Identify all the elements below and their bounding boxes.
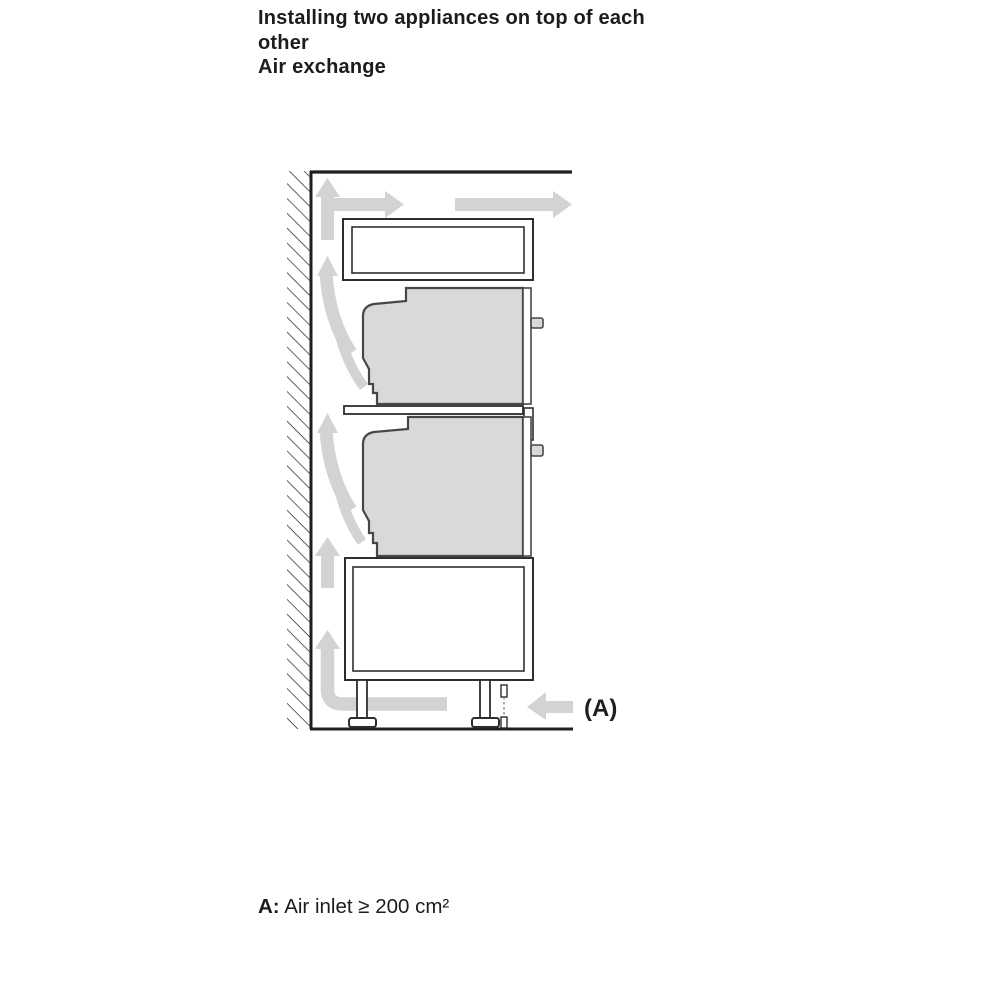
title-line-1: Installing two appliances on top of each — [258, 7, 645, 29]
airflow-up-arrow-middle-icon — [315, 537, 340, 588]
lower-appliance-front-panel — [523, 417, 531, 556]
lower-appliance-body — [363, 417, 523, 556]
cabinet-leg-right — [480, 680, 490, 718]
caption-term: A: — [258, 895, 280, 918]
air-inlet-arrow-icon — [527, 692, 573, 720]
title-line-2: other — [258, 31, 309, 54]
curved-arrow-band — [337, 479, 362, 542]
airflow-right-arrow-long-icon — [455, 191, 572, 218]
label-a: (A) — [584, 695, 618, 722]
marker-pin-top — [501, 685, 507, 697]
lower-appliance-handle-knob — [531, 445, 543, 456]
wall-hatching — [287, 171, 311, 729]
marker-pin-bottom — [501, 717, 507, 728]
middle-shelf — [344, 406, 523, 414]
upper-appliance-handle-knob — [531, 318, 543, 328]
lower-appliance — [363, 417, 543, 556]
upper-appliance-front-panel — [523, 288, 531, 404]
base-compartment-inner — [353, 567, 524, 671]
air-inlet-marker — [501, 685, 507, 728]
curved-arrow-band — [337, 322, 364, 387]
airflow-curved-arrow-lower-icon — [317, 413, 362, 542]
cabinet-foot-left — [349, 718, 376, 727]
top-compartment-inner — [352, 227, 524, 273]
cabinet-leg-left — [357, 680, 367, 718]
title-line-3: Air exchange — [258, 56, 387, 78]
caption-definition: Air inlet ≥ 200 cm² — [279, 895, 450, 918]
upper-appliance — [363, 288, 543, 404]
corner-arrow-head — [315, 630, 340, 649]
cabinet-foot-right — [472, 718, 499, 727]
upper-appliance-body — [363, 288, 523, 404]
caption-air-inlet — [258, 895, 449, 919]
